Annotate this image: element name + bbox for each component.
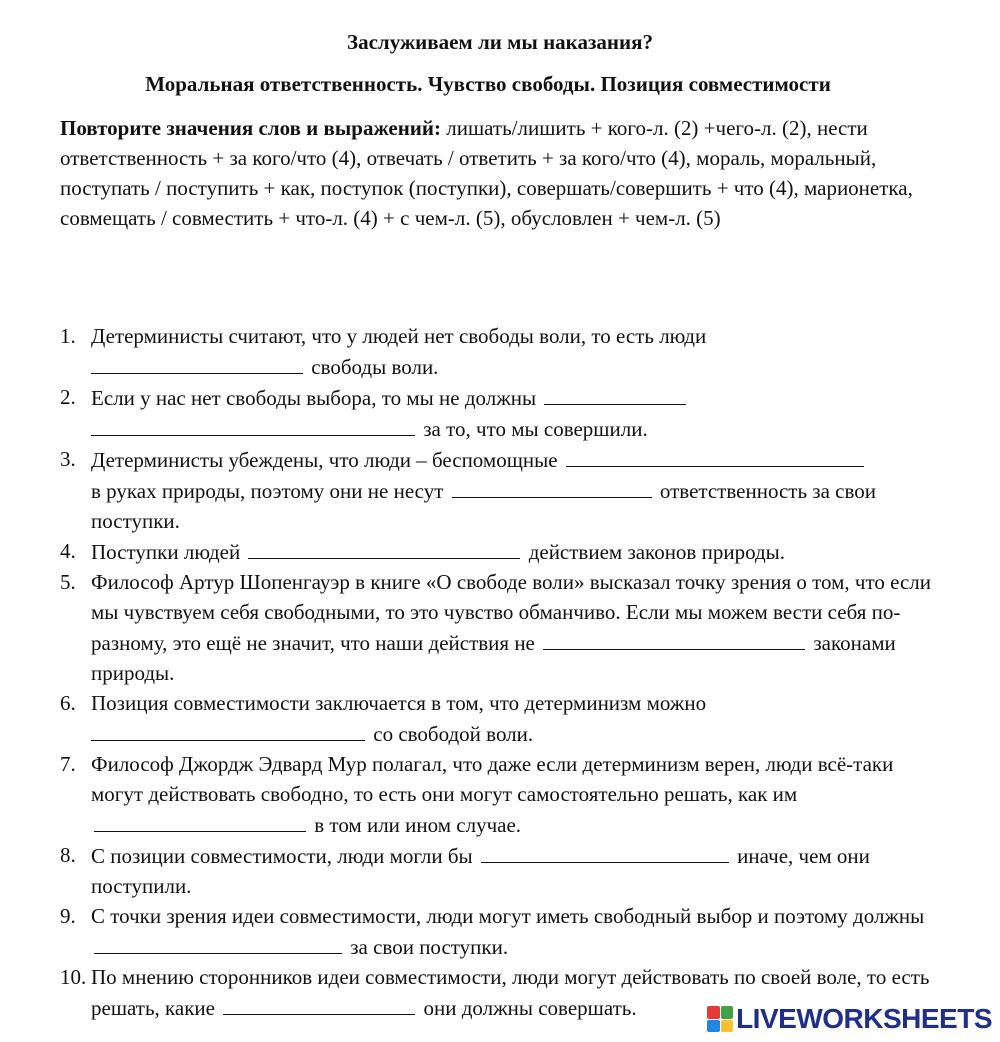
- answer-blank[interactable]: [94, 809, 306, 832]
- liveworksheets-logo-text: LIVEWORKSHEETS: [736, 1003, 992, 1034]
- exercise-number: 2.: [60, 385, 76, 409]
- exercise-text: С позиции совместимости, люди могли бы: [91, 844, 473, 868]
- answer-blank[interactable]: [543, 627, 805, 650]
- answer-blank[interactable]: [91, 413, 415, 436]
- exercise-text: за то, что мы совершили.: [423, 417, 648, 441]
- exercise-number: 7.: [60, 752, 76, 776]
- vocabulary-block: [60, 113, 965, 233]
- exercise-item: [60, 321, 940, 382]
- exercise-number: 8.: [60, 843, 76, 867]
- exercise-text: Позиция совместимости заключается в том, что детерминизм можно: [91, 691, 707, 715]
- exercise-item: [60, 444, 940, 536]
- worksheet-subtitle: Моральная ответственность. Чувство свободы. Позиция совместимости: [145, 72, 831, 96]
- exercise-number: 4.: [60, 539, 76, 563]
- exercise-item: [60, 840, 940, 901]
- exercise-text: иначе, чем они поступили.: [91, 844, 870, 898]
- answer-blank[interactable]: [544, 382, 686, 405]
- exercise-number: 9.: [60, 904, 76, 928]
- exercise-number: 3.: [60, 447, 76, 471]
- vocabulary-text: лишать/лишить + кого-л. (2) +чего-л. (2), нести ответственность + за кого/что (4), отвечать / ответить + за кого/что (4), мораль, моральный, поступать / поступить + как, поступок (поступки), совершать/совершить + что (4), марионетка, совмещать / совместить + что-л. (4) + с чем-л. (5), обусловлен + чем-л. (5): [60, 116, 913, 230]
- answer-blank[interactable]: [566, 444, 864, 467]
- exercise-text: По мнению сторонников идеи совместимости, люди могут действовать по своей воле, то есть решать, какие: [91, 965, 930, 1020]
- exercise-text: Поступки людей: [91, 540, 241, 564]
- exercise-item: [60, 382, 940, 444]
- exercise-text: со свободой воли.: [373, 722, 534, 746]
- logo-square: [707, 1006, 720, 1019]
- exercise-number: 10.: [60, 965, 87, 989]
- exercise-number: 5.: [60, 570, 76, 594]
- worksheet-title: Заслуживаем ли мы наказания?: [347, 30, 653, 54]
- exercise-text: они должны совершать.: [423, 996, 637, 1020]
- vocabulary-label: Повторите значения слов и выражений:: [60, 116, 442, 140]
- exercise-item: [60, 536, 940, 567]
- exercise-item: [60, 567, 940, 688]
- logo-square: [707, 1020, 720, 1033]
- exercise-text: С точки зрения идеи совместимости, люди могут иметь свободный выбор и поэтому должны: [91, 904, 925, 928]
- answer-blank[interactable]: [223, 992, 415, 1015]
- exercise-text: за свои поступки.: [350, 935, 509, 959]
- exercise-text: Философ Джордж Эдвард Мур полагал, что даже если детерминизм верен, люди всё-таки могут действовать свободно, то есть они могут самостоятельно решать, как им: [91, 752, 894, 806]
- exercise-text: Философ Артур Шопенгауэр в книге «О свободе воли» высказал точку зрения о том, что если мы чувствуем себя свободными, то это чувство обманчиво. Если мы можем вести себя по-разному, это ещё не значит, что наши действия не: [91, 570, 932, 655]
- answer-blank[interactable]: [91, 718, 365, 741]
- logo-square: [721, 1006, 734, 1019]
- answer-blank[interactable]: [248, 536, 520, 559]
- liveworksheets-logo[interactable]: [707, 1002, 992, 1036]
- answer-blank[interactable]: [94, 931, 342, 954]
- answer-blank[interactable]: [91, 351, 303, 374]
- exercise-item: [60, 749, 940, 840]
- exercise-number: 6.: [60, 691, 76, 715]
- exercise-text: свободы воли.: [311, 355, 439, 379]
- exercise-text: в руках природы, поэтому они не несут: [91, 479, 444, 503]
- exercise-text: Детерминисты убеждены, что люди – беспомощные: [91, 448, 558, 472]
- answer-blank[interactable]: [452, 475, 652, 498]
- exercise-text: ответственность за свои поступки.: [91, 479, 876, 533]
- exercise-item: [60, 901, 940, 962]
- exercise-text: законами природы.: [91, 631, 896, 685]
- exercise-number: 1.: [60, 324, 76, 348]
- exercise-item: [60, 688, 940, 749]
- logo-square: [721, 1020, 734, 1033]
- exercise-list: [60, 321, 940, 1023]
- exercise-text: Если у нас нет свободы выбора, то мы не должны: [91, 386, 537, 410]
- exercise-text: в том или ином случае.: [314, 813, 522, 837]
- exercise-text: Детерминисты считают, что у людей нет свободы воли, то есть люди: [91, 324, 707, 348]
- exercise-text: действием законов природы.: [528, 540, 786, 564]
- liveworksheets-logo-icon: [707, 1006, 733, 1032]
- answer-blank[interactable]: [481, 840, 729, 863]
